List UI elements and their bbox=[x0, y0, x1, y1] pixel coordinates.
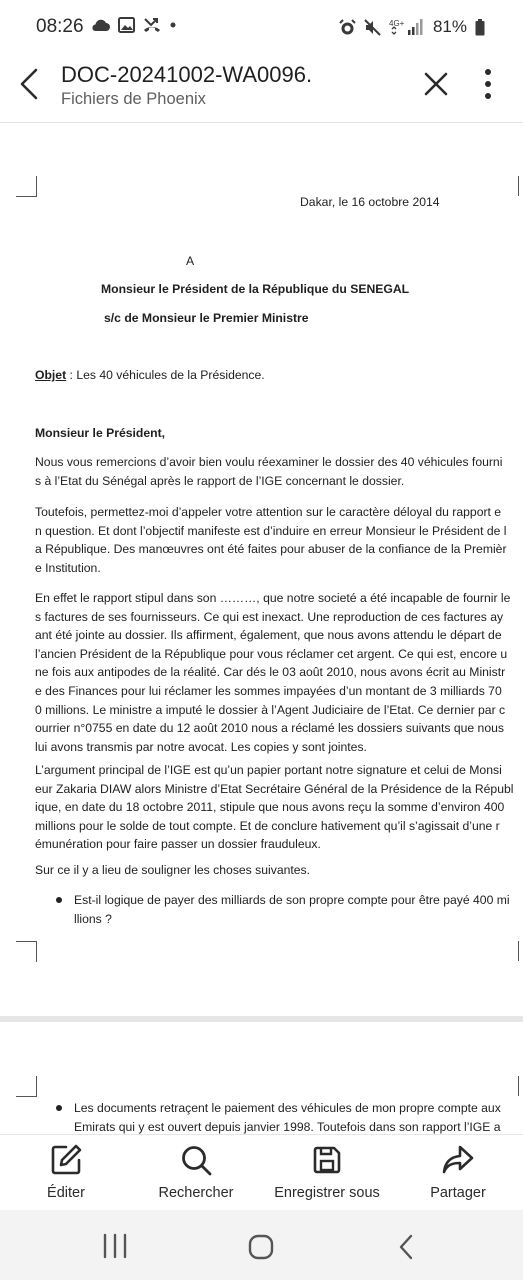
save-as-label: Enregistrer sous bbox=[274, 1185, 380, 1201]
share-label: Partager bbox=[430, 1185, 486, 1201]
image-icon bbox=[118, 17, 135, 33]
battery-icon bbox=[475, 19, 485, 36]
list-item bbox=[56, 891, 516, 931]
document-page[interactable] bbox=[0, 123, 523, 991]
letter-date: Dakar, le 16 octobre 2014 bbox=[300, 195, 440, 209]
more-options-button[interactable] bbox=[476, 64, 500, 104]
text-line: Toutefois, permettez-moi d’appeler votre attention sur le caractère déloyal du rapport e bbox=[35, 505, 502, 519]
app-bar bbox=[0, 54, 523, 122]
list-item-text bbox=[74, 891, 510, 928]
save-as-button[interactable] bbox=[272, 1143, 382, 1201]
paragraph-3 bbox=[35, 589, 519, 756]
more-vert-icon bbox=[476, 64, 500, 104]
nav-back-button[interactable] bbox=[395, 1232, 419, 1262]
back-arrow-icon bbox=[14, 64, 46, 104]
document-title: DOC-20241002-WA0096. bbox=[61, 62, 313, 87]
text-line: eur Zakaria DIAW alors Ministre d’Etat Secrétaire Général de la Présidence de la Républ bbox=[35, 781, 514, 796]
svg-text:4G+: 4G+ bbox=[388, 19, 405, 28]
list-item bbox=[56, 1099, 516, 1134]
edit-button[interactable] bbox=[32, 1143, 100, 1201]
page-corner-mark bbox=[16, 941, 37, 962]
text-line: a République. Des manœuvres ont été faites pour abuser de la confiance de la Premièr bbox=[35, 542, 507, 557]
bottom-toolbar bbox=[0, 1134, 523, 1211]
alarm-icon bbox=[339, 19, 356, 36]
text-line: Nous vous remercions d’avoir bien voulu réexaminer le dossier des 40 véhicules fourni bbox=[35, 455, 503, 469]
edit-label: Éditer bbox=[47, 1185, 85, 1201]
bullet-icon bbox=[56, 897, 62, 903]
text-line: L’argument principal de l’IGE est qu’un papier portant notre signature et celui de Monsi bbox=[35, 763, 502, 777]
share-icon bbox=[441, 1143, 475, 1177]
text-line: Les documents retraçent le paiement des véhicules de mon propre compte aux bbox=[74, 1101, 501, 1115]
text-line: millions pour le solde de tout compte. Et de conclure hativement qu’il s’agissait d’une r bbox=[35, 818, 500, 833]
text-line: ique, en date du 18 octobre 2011, stipule que nous avons reçu la somme d’environ 400 bbox=[35, 800, 505, 815]
text-line: 0 millions. Le ministre a imputé le dossier à l’Agent Judiciaire de l’Etat. Ce dernier par c bbox=[35, 702, 506, 717]
text-line: e Institution. bbox=[35, 560, 101, 575]
bullet-icon bbox=[56, 1105, 62, 1111]
page-corner-mark bbox=[518, 1076, 521, 1096]
text-line: lui avons transmis par notre avocat. Les copies y sont jointes. bbox=[35, 739, 367, 754]
paragraph-2 bbox=[35, 503, 519, 577]
salutation: Monsieur le Président, bbox=[35, 426, 166, 440]
paragraph-4 bbox=[35, 761, 519, 854]
search-icon bbox=[179, 1143, 213, 1177]
address-prefix: A bbox=[186, 254, 195, 268]
search-label: Rechercher bbox=[158, 1185, 234, 1201]
text-line: llions ? bbox=[74, 911, 112, 926]
missed-call-icon bbox=[143, 17, 161, 33]
share-button[interactable] bbox=[424, 1143, 492, 1201]
dot-icon bbox=[169, 21, 177, 29]
text-line: émunération pour faire passer un dossier frauduleux. bbox=[35, 837, 321, 852]
text-line: Est-il logique de payer des milliards de son propre compte pour être payé 400 mi bbox=[74, 893, 510, 907]
system-nav-bar bbox=[0, 1210, 523, 1280]
cloud-icon bbox=[90, 18, 110, 32]
subject-line bbox=[35, 368, 265, 382]
paragraph-1 bbox=[35, 453, 519, 490]
page-corner-mark bbox=[16, 1076, 37, 1097]
home-button[interactable] bbox=[247, 1232, 277, 1262]
text-line: Sur ce il y a lieu de souligner les choses suivantes. bbox=[35, 863, 311, 877]
text-line: Emirats qui y est ouvert depuis janvier 1998. Toutefois dans son rapport l’IGE a bbox=[74, 1119, 501, 1134]
recent-apps-icon bbox=[100, 1232, 130, 1260]
text-line: l’ancien Président de la République pour vous réclamer cet argent. Ce qui est, encore u bbox=[35, 646, 508, 661]
page-corner-mark bbox=[518, 941, 521, 961]
text-line: ne fois aux antipodes de la réalité. Car dés le 03 août 2010, nous avons écrit au Ministr bbox=[35, 665, 506, 680]
page-corner-mark bbox=[518, 176, 521, 196]
signal-icon bbox=[389, 18, 423, 36]
mute-icon bbox=[364, 19, 381, 36]
back-button[interactable] bbox=[14, 64, 46, 104]
recent-apps-button[interactable] bbox=[100, 1232, 130, 1260]
battery-percent: 81% bbox=[432, 17, 467, 36]
paragraph-5 bbox=[35, 861, 519, 880]
page-corner-mark bbox=[16, 176, 37, 197]
document-source: Fichiers de Phoenix bbox=[61, 90, 206, 108]
status-bar bbox=[0, 0, 523, 54]
recipient-via-line: s/c de Monsieur le Premier Ministre bbox=[104, 311, 309, 325]
subject-label: Objet bbox=[35, 368, 67, 382]
status-icons-left bbox=[90, 17, 177, 33]
text-line: ant été jointe au dossier. Ils affirment, également, que nous avons attendu le départ de bbox=[35, 628, 502, 643]
save-icon bbox=[310, 1143, 344, 1177]
search-button[interactable] bbox=[152, 1143, 240, 1201]
text-line: ourrier n°0755 en date du 12 août 2010 nous a réclamé les dossiers suivants que nous bbox=[35, 721, 504, 736]
close-button[interactable] bbox=[420, 68, 452, 100]
subject-text: : Les 40 véhicules de la Présidence. bbox=[66, 368, 265, 382]
edit-icon bbox=[49, 1143, 83, 1177]
text-line: e des Finances pour lui réclamer les sommes impayées d’un montant de 3 milliards 70 bbox=[35, 683, 502, 698]
text-line: s à l’Etat du Sénégal après le rapport de l’IGE concernant le dossier. bbox=[35, 473, 405, 488]
home-icon bbox=[247, 1232, 277, 1262]
list-item-text bbox=[74, 1099, 501, 1134]
recipient-line: Monsieur le Président de la République du SENEGAL bbox=[101, 282, 410, 296]
status-time: 08:26 bbox=[36, 16, 84, 37]
status-icons-right bbox=[339, 17, 485, 37]
text-line: En effet le rapport stipul dans son ………, que notre societé a été incapable de fournir le bbox=[35, 591, 511, 605]
close-icon bbox=[420, 68, 452, 100]
back-nav-icon bbox=[395, 1232, 419, 1262]
text-line: s factures de ses fournisseurs. Ce qui est inexact. Une reproduction de ces factures ay bbox=[35, 609, 504, 624]
document-page-2[interactable] bbox=[0, 1022, 523, 1134]
text-line: n question. Et dont l’objectif manifeste est d’induire en erreur Monsieur le Président de l bbox=[35, 523, 507, 538]
